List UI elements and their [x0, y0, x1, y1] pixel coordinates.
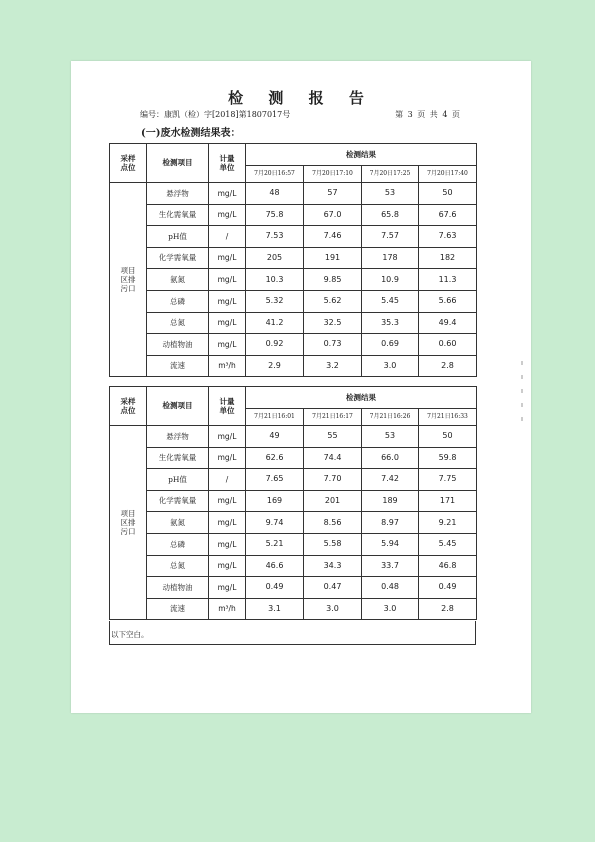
test-item: 化学需氧量: [147, 490, 209, 512]
table-row: [110, 447, 477, 469]
result-value: 10.3: [246, 269, 304, 291]
measurement-unit: mg/L: [209, 555, 246, 577]
measurement-unit: mg/L: [209, 290, 246, 312]
result-value: 55: [304, 426, 362, 448]
header-test-result: 检测结果: [246, 144, 477, 166]
result-value: 189: [362, 490, 419, 512]
measurement-unit: m³/h: [209, 355, 246, 377]
result-value: 5.21: [246, 533, 304, 555]
header-unit: 计量 单位: [209, 387, 246, 426]
wastewater-results-table-2: [109, 386, 477, 620]
test-item: 流速: [147, 598, 209, 620]
result-value: 7.65: [246, 469, 304, 491]
result-value: 59.8: [419, 447, 477, 469]
sampling-point: 项目 区排 污口: [110, 183, 147, 377]
measurement-unit: /: [209, 469, 246, 491]
result-value: 9.21: [419, 512, 477, 534]
result-value: 10.9: [362, 269, 419, 291]
result-value: 0.49: [246, 577, 304, 599]
result-value: 34.3: [304, 555, 362, 577]
sample-time: 7月20日17:40: [419, 166, 477, 183]
result-value: 2.8: [419, 598, 477, 620]
result-value: 46.8: [419, 555, 477, 577]
header-row: [110, 387, 477, 409]
measurement-unit: mg/L: [209, 577, 246, 599]
result-value: 9.74: [246, 512, 304, 534]
result-value: 65.8: [362, 204, 419, 226]
result-value: 8.56: [304, 512, 362, 534]
result-value: 75.8: [246, 204, 304, 226]
section-heading: (一)废水检测结果表：: [141, 128, 241, 139]
header-test-item: 检测项目: [147, 144, 209, 183]
result-value: 178: [362, 247, 419, 269]
result-value: 32.5: [304, 312, 362, 334]
result-value: 5.32: [246, 290, 304, 312]
header-test-result: 检测结果: [246, 387, 477, 409]
measurement-unit: mg/L: [209, 247, 246, 269]
test-item: pH值: [147, 469, 209, 491]
result-value: 49.4: [419, 312, 477, 334]
result-value: 0.49: [419, 577, 477, 599]
result-value: 169: [246, 490, 304, 512]
result-value: 9.85: [304, 269, 362, 291]
result-value: 50: [419, 426, 477, 448]
result-value: 7.70: [304, 469, 362, 491]
table-row: [110, 469, 477, 491]
result-value: 41.2: [246, 312, 304, 334]
test-item: 生化需氧量: [147, 204, 209, 226]
test-item: 动植物油: [147, 577, 209, 599]
result-value: 7.46: [304, 226, 362, 248]
sample-time: 7月21日16:17: [304, 409, 362, 426]
result-value: 35.3: [362, 312, 419, 334]
table-row: [110, 312, 477, 334]
measurement-unit: mg/L: [209, 269, 246, 291]
test-item: 动植物油: [147, 334, 209, 356]
result-value: 50: [419, 183, 477, 205]
test-item: 总氮: [147, 555, 209, 577]
blank-footer-frame: [109, 621, 476, 645]
test-item: 氨氮: [147, 512, 209, 534]
sample-time: 7月21日16:33: [419, 409, 477, 426]
measurement-unit: mg/L: [209, 183, 246, 205]
test-item: 流速: [147, 355, 209, 377]
page-number: 第 3 页 共 4 页: [395, 110, 461, 119]
test-item: 氨氮: [147, 269, 209, 291]
result-value: 7.75: [419, 469, 477, 491]
table-row: [110, 577, 477, 599]
test-item: pH值: [147, 226, 209, 248]
test-item: 生化需氧量: [147, 447, 209, 469]
table-row: [110, 426, 477, 448]
result-value: 7.42: [362, 469, 419, 491]
table-row: [110, 598, 477, 620]
result-value: 3.0: [304, 598, 362, 620]
test-item: 总磷: [147, 533, 209, 555]
result-value: 67.0: [304, 204, 362, 226]
result-value: 53: [362, 426, 419, 448]
measurement-unit: mg/L: [209, 204, 246, 226]
table-row: [110, 247, 477, 269]
report-title: 检 测 报 告: [228, 89, 374, 107]
table-row: [110, 334, 477, 356]
result-value: 191: [304, 247, 362, 269]
result-value: 205: [246, 247, 304, 269]
sample-time: 7月21日16:01: [246, 409, 304, 426]
measurement-unit: mg/L: [209, 312, 246, 334]
result-value: 7.57: [362, 226, 419, 248]
table-row: [110, 290, 477, 312]
measurement-unit: mg/L: [209, 334, 246, 356]
result-value: 57: [304, 183, 362, 205]
result-value: 201: [304, 490, 362, 512]
result-value: 3.0: [362, 598, 419, 620]
table-row: [110, 533, 477, 555]
result-value: 62.6: [246, 447, 304, 469]
result-value: 3.0: [362, 355, 419, 377]
sample-time: 7月20日16:57: [246, 166, 304, 183]
result-value: 0.92: [246, 334, 304, 356]
result-value: 7.53: [246, 226, 304, 248]
result-value: 5.62: [304, 290, 362, 312]
sample-time: 7月20日17:25: [362, 166, 419, 183]
result-value: 0.47: [304, 577, 362, 599]
table-row: [110, 269, 477, 291]
result-value: 0.48: [362, 577, 419, 599]
result-value: 2.8: [419, 355, 477, 377]
result-value: 67.6: [419, 204, 477, 226]
table-row: [110, 512, 477, 534]
test-item: 总磷: [147, 290, 209, 312]
document-number: 编号：康凯（检）字[2018]第1807017号: [140, 110, 291, 119]
measurement-unit: m³/h: [209, 598, 246, 620]
measurement-unit: mg/L: [209, 426, 246, 448]
result-value: 8.97: [362, 512, 419, 534]
result-value: 0.69: [362, 334, 419, 356]
measurement-unit: mg/L: [209, 533, 246, 555]
measurement-unit: mg/L: [209, 490, 246, 512]
sample-time: 7月20日17:10: [304, 166, 362, 183]
sampling-point: 项目 区排 污口: [110, 426, 147, 620]
test-item: 化学需氧量: [147, 247, 209, 269]
result-value: 66.0: [362, 447, 419, 469]
sample-time: 7月21日16:26: [362, 409, 419, 426]
result-value: 7.63: [419, 226, 477, 248]
table-row: [110, 490, 477, 512]
table-row: [110, 226, 477, 248]
result-value: 5.45: [362, 290, 419, 312]
result-value: 5.45: [419, 533, 477, 555]
result-value: 3.2: [304, 355, 362, 377]
result-value: 5.58: [304, 533, 362, 555]
result-value: 2.9: [246, 355, 304, 377]
test-item: 悬浮物: [147, 426, 209, 448]
result-value: 49: [246, 426, 304, 448]
result-value: 53: [362, 183, 419, 205]
report-page: [71, 61, 531, 713]
result-value: 3.1: [246, 598, 304, 620]
test-item: 总氮: [147, 312, 209, 334]
result-value: 5.94: [362, 533, 419, 555]
result-value: 5.66: [419, 290, 477, 312]
blank-below-note: 以下空白。: [111, 630, 149, 639]
result-value: 48: [246, 183, 304, 205]
result-value: 182: [419, 247, 477, 269]
result-value: 46.6: [246, 555, 304, 577]
measurement-unit: /: [209, 226, 246, 248]
header-test-item: 检测项目: [147, 387, 209, 426]
table-row: [110, 555, 477, 577]
header-sampling-point: 采样 点位: [110, 387, 147, 426]
header-unit: 计量 单位: [209, 144, 246, 183]
result-value: 0.60: [419, 334, 477, 356]
result-value: 11.3: [419, 269, 477, 291]
measurement-unit: mg/L: [209, 512, 246, 534]
result-value: 74.4: [304, 447, 362, 469]
measurement-unit: mg/L: [209, 447, 246, 469]
margin-marks: [521, 361, 523, 431]
test-item: 悬浮物: [147, 183, 209, 205]
result-value: 171: [419, 490, 477, 512]
header-sampling-point: 采样 点位: [110, 144, 147, 183]
table-row: [110, 204, 477, 226]
table-row: [110, 355, 477, 377]
result-value: 0.73: [304, 334, 362, 356]
result-value: 33.7: [362, 555, 419, 577]
header-row: [110, 144, 477, 166]
table-row: [110, 183, 477, 205]
wastewater-results-table-1: [109, 143, 477, 377]
